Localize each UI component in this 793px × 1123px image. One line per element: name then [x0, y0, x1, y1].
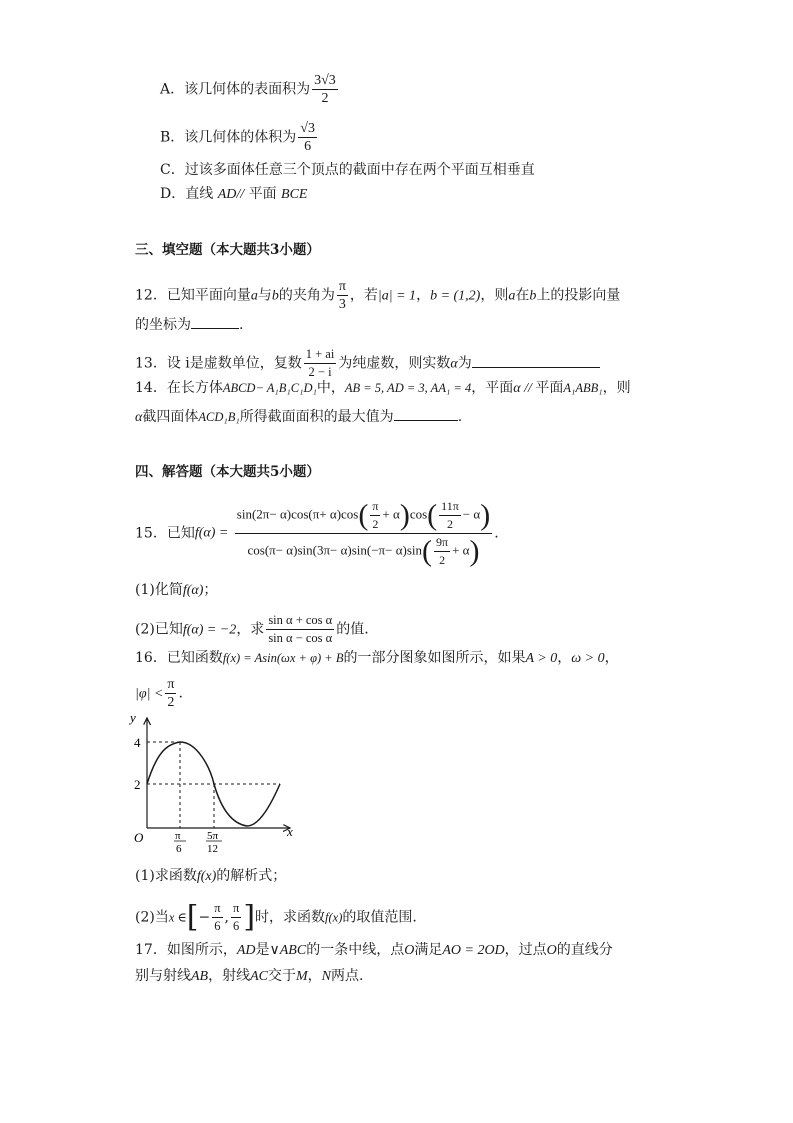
fraction-denominator: 2 [439, 553, 446, 567]
option-c: C．过该多面体任意三个顶点的截面中存在两个平面互相垂直 [160, 162, 535, 178]
vector-b: b [271, 288, 279, 304]
q16-text: (1)求函数 [135, 868, 197, 884]
q14-text: 中， [316, 380, 345, 396]
q14-text: 平面 [535, 380, 564, 396]
question-16-part1 [135, 866, 286, 887]
fraction-denominator: 6 [233, 919, 240, 933]
cuboid-dimensions: AB = 5, AD = 3, AA₁ = 4 [344, 381, 472, 395]
question-15-part1 [135, 580, 217, 601]
fraction-numerator: √3 [300, 121, 315, 136]
fraction-numerator: 3√3 [314, 73, 336, 88]
function-f: f(α) [182, 583, 204, 598]
q13-text: 为 [457, 355, 472, 372]
alpha-symbol: α [135, 410, 143, 425]
x-tick-5pi12-num: 5π [207, 830, 219, 842]
fraction-numerator: π [370, 498, 380, 516]
x-tick-pi6-num: π [175, 830, 181, 842]
denominator-part: cos(π− α)sin(3π− α)sin(−π− α)sin [247, 542, 423, 558]
paren-left: ( [358, 498, 369, 532]
paren-right: ) [480, 498, 491, 532]
option-b-text: B．该几何体的体积为 [160, 129, 297, 146]
paren-right: ) [469, 534, 480, 568]
q14-text: 所得截面面积的最大值为 [239, 409, 394, 425]
eleven-pi-over-2 [439, 498, 461, 533]
section-title-fill-in: 三、填空题（本大题共3小题） [135, 242, 320, 258]
question-16-part2: (2)当x ∈[− $\frac{\pi}{6}$ , $\frac{\pi}{6}$ ]时，求函数f(x)的取值范围. [135, 899, 417, 935]
q15-text: (2)已知 [135, 621, 183, 638]
q12-text: 的夹角为 [278, 287, 335, 304]
q12-text: ，则 [480, 287, 509, 304]
fraction-denominator: 2 [167, 695, 175, 710]
q15-text: . [494, 525, 499, 542]
q12-text: 与 [257, 287, 272, 304]
x-tick-pi6-den: 6 [176, 843, 182, 855]
angle-fraction [337, 278, 348, 313]
q15-text: ； [203, 582, 218, 598]
fraction-denominator: sin α − cos α [268, 631, 333, 645]
x-tick-5pi12-den: 12 [207, 843, 218, 855]
q17-text: 两点. [331, 968, 364, 984]
q16-text: ， [557, 650, 572, 666]
q12-text: ，若 [349, 287, 378, 304]
paren-right: ) [399, 498, 410, 532]
fraction-denominator: 2 − i [308, 365, 332, 379]
tetrahedron-name: ACD₁B₁ [198, 410, 240, 424]
question-16 [135, 648, 619, 669]
question-17-line2 [135, 966, 363, 987]
point-m: M [296, 969, 308, 984]
q16-text: ， [604, 650, 619, 666]
q16-text: 的取值范围. [342, 909, 417, 926]
question-15 [135, 498, 499, 569]
complex-fraction [304, 346, 337, 381]
question-12 [135, 278, 620, 313]
q15-text: ，求 [236, 621, 265, 638]
option-b [160, 120, 319, 155]
q15-text: (1)化简 [135, 582, 183, 598]
q16-text: 的一部分图象如图所示，如果 [343, 650, 526, 666]
option-a-text: A．该几何体的表面积为 [160, 81, 311, 98]
option-a [160, 72, 340, 107]
q17-text: 的直线分 [556, 942, 613, 958]
q16-text: 16．已知函数 [135, 650, 223, 666]
point-o: O [546, 943, 557, 958]
q15-text: 的值. [336, 621, 369, 638]
q16-text: (2)当 [135, 909, 169, 926]
origin-label: O [134, 830, 144, 845]
answer-blank [191, 314, 239, 329]
fraction-numerator: π [167, 677, 175, 692]
answer-blank [472, 353, 600, 368]
fraction-numerator: π [231, 900, 241, 918]
vector-a: a [508, 288, 516, 304]
function-f: f(α) = [194, 525, 229, 541]
q12-text: 上的投影向量 [536, 287, 621, 304]
option-a-fraction [312, 72, 338, 107]
question-13 [135, 346, 600, 381]
numerator-part: + α [382, 506, 400, 522]
fraction-denominator: 6 [214, 919, 221, 933]
q12-text: . [239, 317, 244, 333]
q17-text: 是 [255, 942, 270, 958]
answer-blank [394, 406, 458, 421]
fraction-numerator: 1 + ai [304, 346, 337, 364]
q17-text: 的一条中线，点 [306, 942, 405, 958]
alpha-symbol: α [450, 356, 458, 372]
option-b-fraction [298, 120, 317, 155]
q17-text: 满足 [414, 942, 443, 958]
q17-text: 别与射线 [135, 968, 191, 984]
q17-text: ， [307, 968, 322, 984]
section-title-solve: 四、解答题（本大题共5小题） [135, 464, 320, 480]
question-14-line2 [135, 406, 462, 428]
q17-text: ，过点 [504, 942, 547, 958]
q16-text: 的解析式； [216, 868, 287, 884]
pi-over-6 [231, 900, 241, 935]
big-fraction [235, 498, 492, 569]
q17-text: 交于 [268, 968, 296, 984]
point-n: N [321, 969, 332, 984]
point-o: O [404, 943, 415, 958]
fraction-denominator: 3 [338, 297, 346, 312]
pi-over-2 [370, 498, 380, 533]
q13-text: 13．设 i是虚数单位，复数 [135, 355, 302, 372]
numerator-part: − α [462, 506, 481, 522]
vector-a: a [250, 288, 258, 304]
q12-text: ， [416, 287, 431, 304]
q16-text: . [178, 685, 183, 702]
condition-omega: ω > 0 [571, 651, 605, 666]
option-d-text: D．直线 [160, 186, 218, 202]
big-fraction-denominator [246, 534, 482, 569]
q14-text: ，则 [602, 380, 631, 396]
option-d-text-mid: 平面 [244, 186, 282, 202]
fraction-numerator: π [212, 900, 222, 918]
x-in: x ∈ [168, 910, 187, 925]
fraction-numerator: π [338, 279, 346, 294]
q14-text: ，平面 [471, 380, 514, 396]
segment-ad: AD [236, 943, 256, 958]
option-d [160, 184, 308, 205]
condition-phi: |φ| < [135, 686, 164, 702]
question-14 [135, 378, 631, 399]
paren-left: ( [422, 534, 433, 568]
y-axis-label: y [130, 710, 136, 725]
fraction-denominator: 2 [321, 91, 329, 106]
bracket-right: ] [243, 899, 256, 935]
q13-text: 为纯虚数，则实数 [338, 355, 451, 372]
question-16-line2 [135, 676, 183, 711]
denominator-part: + α [452, 542, 470, 558]
q17-text: ，射线 [208, 968, 251, 984]
q12-text: 的坐标为 [135, 317, 191, 333]
function-f: f(x) [196, 869, 217, 884]
q16-text: 时，求函数 [255, 909, 326, 926]
cuboid-name: ABCD− A₁B₁C₁D₁ [222, 381, 317, 395]
numerator-part: cos [409, 506, 428, 522]
q15-text: 15．已知 [135, 525, 195, 542]
vector-b: b [529, 288, 537, 304]
pi-over-2 [165, 676, 176, 711]
x-axis-label: x [287, 824, 293, 839]
q14-text: 截四面体 [142, 409, 199, 425]
plane-name: A₁ABB₁ [563, 381, 603, 395]
vector-equation: AO = 2OD [442, 943, 505, 958]
function-f-value: f(α) = −2 [182, 622, 237, 638]
fraction-denominator: 2 [446, 517, 453, 531]
norm-a: |a| = 1 [377, 288, 417, 304]
ray-ab: AB [191, 969, 209, 984]
q14-text: . [457, 409, 463, 425]
q12-text: 在 [515, 287, 530, 304]
question-12-line2 [135, 314, 243, 335]
triangle-abc: ∨ABC [269, 943, 307, 958]
y-tick-4: 4 [134, 735, 141, 750]
plane-alpha: α // [513, 381, 536, 396]
option-d-math: AD// [217, 187, 245, 202]
function-graph [132, 712, 302, 854]
q12-text: 12．已知平面向量 [135, 287, 251, 304]
function-def: f(x) = Asin(ωx + φ) + B [222, 651, 344, 665]
ray-ac: AC [250, 969, 268, 984]
fraction-numerator: 9π [434, 534, 450, 552]
q14-text: 14．在长方体 [135, 380, 223, 396]
q17-text: 17．如图所示， [135, 942, 237, 958]
bracket-left: [ [186, 899, 199, 935]
nine-pi-over-2 [434, 534, 450, 569]
fraction-denominator: 2 [372, 517, 379, 531]
question-17 [135, 940, 613, 961]
function-f: f(x) [325, 910, 343, 925]
fraction-numerator: 11π [439, 498, 461, 516]
neg-pi-over-6 [212, 900, 222, 935]
question-15-part2 [135, 612, 369, 647]
fraction-denominator: 6 [304, 139, 312, 154]
fraction-numerator: sin α + cos α [266, 612, 334, 630]
option-d-math2: BCE [281, 187, 308, 202]
numerator-part: sin(2π− α)cos(π+ α)cos [236, 506, 359, 522]
y-tick-2: 2 [134, 777, 141, 792]
b-value: b = (1,2) [430, 288, 481, 304]
big-fraction-numerator [235, 498, 492, 534]
condition-a: A > 0 [525, 651, 558, 666]
trig-fraction [266, 612, 334, 647]
paren-left: ( [427, 498, 438, 532]
